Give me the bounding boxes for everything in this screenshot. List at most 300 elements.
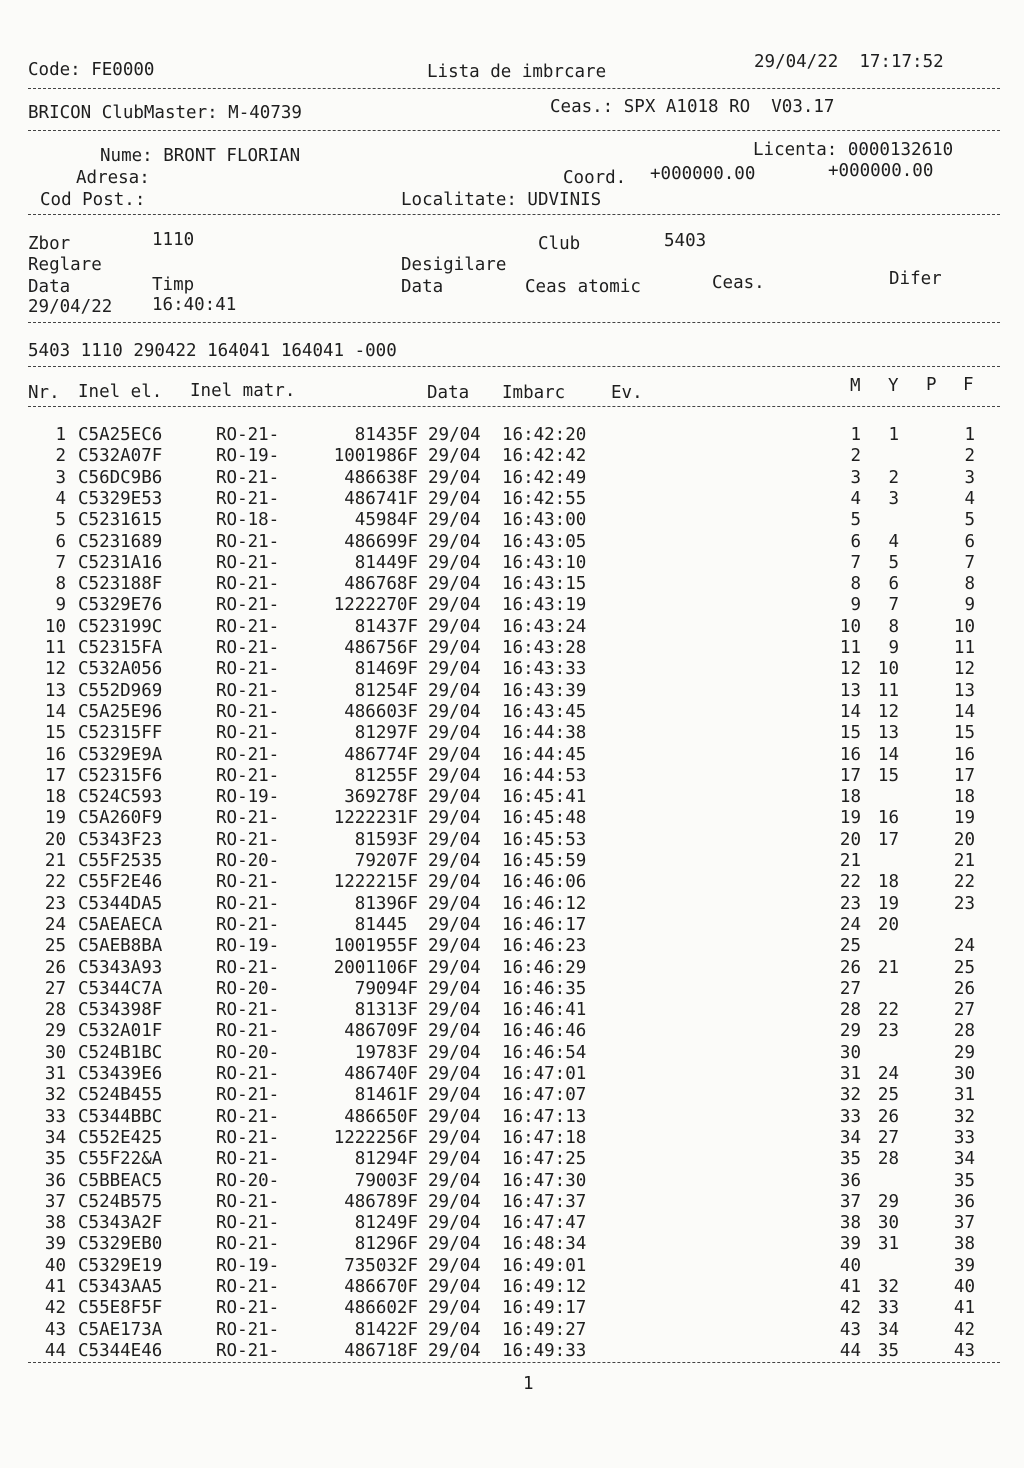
row-time: 16:43:10 <box>502 552 587 573</box>
row-ring-number: 1222215F <box>333 872 418 893</box>
row-y: 34 <box>877 1319 899 1340</box>
row-time: 16:42:55 <box>502 488 587 509</box>
table-row <box>0 872 1024 893</box>
col-m: M <box>850 376 861 396</box>
flight-number: 1110 <box>152 230 195 250</box>
row-electronic-ring: C5344C7A <box>78 978 163 999</box>
row-date: 29/04 <box>428 1170 481 1191</box>
row-y: 9 <box>888 638 899 658</box>
row-time: 16:45:41 <box>502 787 587 808</box>
row-ring-prefix: RO-21- <box>216 425 280 445</box>
col-event: Ev. <box>611 383 643 403</box>
coord-latitude: +000000.00 <box>650 164 756 184</box>
row-nr: 11 <box>44 638 66 658</box>
row-ring-prefix: RO-21- <box>216 595 280 616</box>
row-y: 15 <box>877 765 899 786</box>
row-ring-number: 79207F <box>354 851 418 871</box>
row-y: 12 <box>877 701 899 722</box>
row-time: 16:49:17 <box>502 1298 587 1319</box>
row-time: 16:45:59 <box>502 851 587 871</box>
row-nr: 3 <box>55 467 66 488</box>
row-ring-prefix: RO-21- <box>216 574 280 595</box>
row-time: 16:42:20 <box>502 425 587 445</box>
row-date: 29/04 <box>428 893 481 914</box>
row-date: 29/04 <box>428 914 481 935</box>
row-nr: 4 <box>55 488 66 509</box>
table-row <box>0 1107 1024 1128</box>
row-m: 28 <box>839 1000 861 1021</box>
row-f: 29 <box>953 1042 975 1063</box>
row-time: 16:42:42 <box>502 446 587 467</box>
row-electronic-ring: C523188F <box>78 574 163 595</box>
coord-longitude: +000000.00 <box>828 161 934 181</box>
divider <box>28 1362 1000 1363</box>
row-date: 29/04 <box>428 467 481 488</box>
divider <box>28 214 1000 215</box>
row-f: 35 <box>953 1170 975 1191</box>
row-ring-prefix: RO-21- <box>216 659 280 680</box>
table-row <box>0 1128 1024 1149</box>
row-electronic-ring: C5329E9A <box>78 744 163 765</box>
row-m: 39 <box>839 1234 861 1255</box>
row-f: 26 <box>953 978 975 999</box>
table-row <box>0 1085 1024 1106</box>
row-f: 37 <box>953 1213 975 1234</box>
row-m: 7 <box>850 552 861 573</box>
flight-label: Zbor <box>28 234 71 254</box>
row-m: 37 <box>839 1191 861 1212</box>
row-nr: 1 <box>55 425 66 445</box>
row-date: 29/04 <box>428 531 481 552</box>
row-m: 44 <box>839 1340 861 1361</box>
row-ring-number: 81437F <box>354 616 418 637</box>
row-time: 16:43:39 <box>502 680 587 701</box>
divider <box>28 130 1000 131</box>
row-f: 18 <box>953 787 975 808</box>
row-time: 16:47:07 <box>502 1085 587 1106</box>
col-f: F <box>963 375 974 395</box>
row-ring-prefix: RO-21- <box>216 1127 280 1148</box>
row-ring-number: 486602F <box>344 1298 418 1319</box>
row-electronic-ring: C53439E6 <box>78 1064 163 1084</box>
row-ring-prefix: RO-21- <box>216 1021 280 1042</box>
row-m: 10 <box>839 616 861 637</box>
row-ring-number: 486650F <box>344 1106 418 1127</box>
row-ring-prefix: RO-21- <box>216 893 280 914</box>
col-p: P <box>926 375 937 395</box>
row-electronic-ring: C5344DA5 <box>78 893 163 914</box>
row-f: 28 <box>953 1021 975 1042</box>
row-date: 29/04 <box>428 744 481 765</box>
row-y: 24 <box>877 1064 899 1084</box>
row-date: 29/04 <box>428 957 481 978</box>
row-ring-prefix: RO-21- <box>216 531 280 552</box>
row-ring-prefix: RO-21- <box>216 723 280 744</box>
row-m: 17 <box>839 765 861 786</box>
row-y: 8 <box>888 616 899 637</box>
row-ring-number: 486670F <box>344 1277 418 1297</box>
row-date: 29/04 <box>428 787 481 808</box>
row-nr: 16 <box>44 744 66 765</box>
owner-name: Nume: BRONT FLORIAN <box>100 146 301 166</box>
row-nr: 5 <box>55 510 66 531</box>
row-electronic-ring: C532A07F <box>78 446 163 467</box>
row-ring-number: 81297F <box>354 723 418 744</box>
row-f: 16 <box>953 744 975 765</box>
row-f: 24 <box>953 936 975 957</box>
row-y: 35 <box>877 1340 899 1361</box>
row-m: 13 <box>839 680 861 701</box>
row-f: 11 <box>953 638 975 658</box>
row-electronic-ring: C5329E76 <box>78 595 163 616</box>
row-electronic-ring: C5231689 <box>78 531 163 552</box>
row-ring-prefix: RO-21- <box>216 808 280 829</box>
club-label: Club <box>538 234 581 254</box>
row-time: 16:47:37 <box>502 1191 587 1212</box>
row-f: 20 <box>953 829 975 850</box>
row-y: 22 <box>877 1000 899 1021</box>
row-electronic-ring: C5A25EC6 <box>78 425 163 445</box>
row-date: 29/04 <box>428 616 481 637</box>
row-m: 24 <box>839 914 861 935</box>
row-time: 16:43:00 <box>502 510 587 531</box>
row-electronic-ring: C5343F23 <box>78 829 163 850</box>
col-ring-number: Inel matr. <box>190 381 296 401</box>
row-electronic-ring: C534398F <box>78 1000 163 1021</box>
locality: Localitate: UDVINIS <box>401 190 602 210</box>
table-row <box>0 1341 1024 1362</box>
table-row <box>0 830 1024 851</box>
row-m: 26 <box>839 957 861 978</box>
row-nr: 40 <box>44 1255 66 1276</box>
col-y: Y <box>888 376 899 396</box>
row-ring-number: 81296F <box>354 1234 418 1255</box>
row-f: 10 <box>953 616 975 637</box>
row-electronic-ring: C55E8F5F <box>78 1298 163 1319</box>
table-row <box>0 787 1024 808</box>
row-y: 18 <box>877 872 899 893</box>
document-title: Lista de imbrcare <box>427 62 607 82</box>
row-ring-number: 81422F <box>354 1319 418 1340</box>
row-ring-number: 19783F <box>354 1042 418 1063</box>
row-m: 33 <box>839 1106 861 1127</box>
col-electronic-ring: Inel el. <box>78 382 163 402</box>
row-time: 16:43:33 <box>502 659 587 680</box>
row-ring-number: 81294F <box>354 1149 418 1170</box>
row-electronic-ring: C5231615 <box>78 510 163 531</box>
difference-label: Difer <box>889 269 942 289</box>
row-y: 32 <box>877 1277 899 1297</box>
row-date: 29/04 <box>428 680 481 701</box>
row-nr: 38 <box>44 1213 66 1234</box>
row-electronic-ring: C5A25E96 <box>78 701 163 722</box>
row-nr: 29 <box>44 1021 66 1042</box>
row-nr: 43 <box>44 1319 66 1340</box>
row-y: 2 <box>888 467 899 488</box>
table-row <box>0 574 1024 595</box>
row-ring-number: 45984F <box>354 510 418 531</box>
row-date: 29/04 <box>428 872 481 893</box>
row-y: 33 <box>877 1298 899 1319</box>
row-ring-prefix: RO-21- <box>216 765 280 786</box>
row-ring-number: 486789F <box>344 1191 418 1212</box>
address-label: Adresa: <box>76 168 150 188</box>
row-m: 32 <box>839 1085 861 1106</box>
row-y: 20 <box>877 914 899 935</box>
row-m: 11 <box>839 638 861 658</box>
row-nr: 30 <box>44 1042 66 1063</box>
row-m: 19 <box>839 808 861 829</box>
table-row <box>0 1234 1024 1255</box>
row-time: 16:47:01 <box>502 1064 587 1084</box>
row-f: 4 <box>964 488 975 509</box>
table-row <box>0 723 1024 744</box>
row-electronic-ring: C5343A2F <box>78 1213 163 1234</box>
row-ring-number: 1222256F <box>333 1127 418 1148</box>
table-row <box>0 659 1024 680</box>
row-electronic-ring: C5BBEAC5 <box>78 1170 163 1191</box>
row-time: 16:43:19 <box>502 595 587 616</box>
row-time: 16:49:33 <box>502 1340 587 1361</box>
row-y: 10 <box>877 659 899 680</box>
row-m: 15 <box>839 723 861 744</box>
row-f: 14 <box>953 701 975 722</box>
row-electronic-ring: C552E425 <box>78 1127 163 1148</box>
table-row <box>0 1298 1024 1319</box>
row-ring-prefix: RO-21- <box>216 1191 280 1212</box>
time-label: Timp <box>152 275 195 295</box>
row-y: 25 <box>877 1085 899 1106</box>
postal-code-label: Cod Post.: <box>40 190 146 210</box>
setting-date: 29/04/22 <box>28 297 113 317</box>
divider <box>28 366 1000 367</box>
row-electronic-ring: C5343A93 <box>78 957 163 978</box>
row-ring-number: 81469F <box>354 659 418 680</box>
row-f: 15 <box>953 723 975 744</box>
row-ring-prefix: RO-21- <box>216 1000 280 1021</box>
row-time: 16:46:17 <box>502 914 587 935</box>
clock-label-2: Ceas. <box>712 273 765 293</box>
row-m: 42 <box>839 1298 861 1319</box>
row-ring-number: 81449F <box>354 552 418 573</box>
row-ring-number: 369278F <box>344 787 418 808</box>
row-date: 29/04 <box>428 1255 481 1276</box>
row-y: 31 <box>877 1234 899 1255</box>
row-ring-prefix: RO-20- <box>216 978 280 999</box>
row-ring-prefix: RO-21- <box>216 1277 280 1297</box>
table-row <box>0 808 1024 829</box>
row-time: 16:48:34 <box>502 1234 587 1255</box>
row-f: 19 <box>953 808 975 829</box>
row-ring-prefix: RO-21- <box>216 1106 280 1127</box>
col-date: Data <box>427 383 470 403</box>
row-date: 29/04 <box>428 1106 481 1127</box>
row-date: 29/04 <box>428 765 481 786</box>
row-ring-prefix: RO-20- <box>216 1170 280 1191</box>
row-time: 16:49:01 <box>502 1255 587 1276</box>
row-electronic-ring: C5A260F9 <box>78 808 163 829</box>
row-nr: 20 <box>44 829 66 850</box>
row-time: 16:46:54 <box>502 1042 587 1063</box>
row-time: 16:47:30 <box>502 1170 587 1191</box>
row-time: 16:47:47 <box>502 1213 587 1234</box>
row-nr: 34 <box>44 1127 66 1148</box>
row-ring-number: 486709F <box>344 1021 418 1042</box>
row-nr: 44 <box>44 1340 66 1361</box>
row-date: 29/04 <box>428 1213 481 1234</box>
row-ring-number: 81255F <box>354 765 418 786</box>
row-nr: 17 <box>44 765 66 786</box>
row-f: 3 <box>964 467 975 488</box>
row-y: 19 <box>877 893 899 914</box>
table-row <box>0 617 1024 638</box>
row-ring-prefix: RO-19- <box>216 446 280 467</box>
print-datetime: 29/04/22 17:17:52 <box>754 52 944 72</box>
row-f: 1 <box>964 425 975 445</box>
row-time: 16:49:27 <box>502 1319 587 1340</box>
row-time: 16:46:12 <box>502 893 587 914</box>
date-label-2: Data <box>401 277 444 297</box>
row-ring-number: 81254F <box>354 680 418 701</box>
row-electronic-ring: C52315F6 <box>78 765 163 786</box>
row-date: 29/04 <box>428 1127 481 1148</box>
row-date: 29/04 <box>428 723 481 744</box>
row-y: 28 <box>877 1149 899 1170</box>
row-ring-number: 486741F <box>344 488 418 509</box>
row-m: 4 <box>850 488 861 509</box>
row-ring-number: 79094F <box>354 978 418 999</box>
row-electronic-ring: C5329EB0 <box>78 1234 163 1255</box>
col-nr: Nr. <box>28 383 60 403</box>
row-nr: 8 <box>55 574 66 595</box>
setting-time: 16:40:41 <box>152 295 237 315</box>
row-electronic-ring: C55F22&A <box>78 1149 163 1170</box>
row-date: 29/04 <box>428 1191 481 1212</box>
row-f: 25 <box>953 957 975 978</box>
row-y: 16 <box>877 808 899 829</box>
table-row <box>0 510 1024 531</box>
table-row <box>0 1192 1024 1213</box>
row-m: 6 <box>850 531 861 552</box>
row-time: 16:44:53 <box>502 765 587 786</box>
row-y: 14 <box>877 744 899 765</box>
row-y: 3 <box>888 488 899 509</box>
row-ring-number: 81445 <box>354 914 418 935</box>
row-f: 40 <box>953 1277 975 1297</box>
row-time: 16:49:12 <box>502 1277 587 1297</box>
row-f: 32 <box>953 1106 975 1127</box>
row-m: 30 <box>839 1042 861 1063</box>
row-electronic-ring: C524B575 <box>78 1191 163 1212</box>
row-time: 16:43:24 <box>502 616 587 637</box>
row-m: 35 <box>839 1149 861 1170</box>
row-nr: 22 <box>44 872 66 893</box>
row-y: 26 <box>877 1106 899 1127</box>
row-y: 6 <box>888 574 899 595</box>
row-f: 12 <box>953 659 975 680</box>
row-electronic-ring: C5AEB8BA <box>78 936 163 957</box>
row-time: 16:45:48 <box>502 808 587 829</box>
row-nr: 15 <box>44 723 66 744</box>
table-row <box>0 894 1024 915</box>
table-row <box>0 702 1024 723</box>
row-ring-prefix: RO-21- <box>216 1234 280 1255</box>
row-m: 25 <box>839 936 861 957</box>
row-m: 2 <box>850 446 861 467</box>
row-date: 29/04 <box>428 425 481 445</box>
divider <box>28 88 1000 89</box>
table-row <box>0 489 1024 510</box>
row-ring-prefix: RO-19- <box>216 787 280 808</box>
row-time: 16:43:05 <box>502 531 587 552</box>
row-ring-number: 79003F <box>354 1170 418 1191</box>
row-electronic-ring: C523199C <box>78 616 163 637</box>
table-row <box>0 468 1024 489</box>
row-date: 29/04 <box>428 701 481 722</box>
row-electronic-ring: C56DC9B6 <box>78 467 163 488</box>
row-ring-number: 486768F <box>344 574 418 595</box>
row-f: 27 <box>953 1000 975 1021</box>
row-ring-prefix: RO-21- <box>216 829 280 850</box>
row-ring-number: 81396F <box>354 893 418 914</box>
row-ring-number: 486756F <box>344 638 418 658</box>
table-row <box>0 1043 1024 1064</box>
row-ring-number: 2001106F <box>333 957 418 978</box>
row-m: 21 <box>839 851 861 871</box>
row-ring-prefix: RO-21- <box>216 1085 280 1106</box>
row-date: 29/04 <box>428 488 481 509</box>
row-f: 7 <box>964 552 975 573</box>
row-m: 23 <box>839 893 861 914</box>
table-row <box>0 958 1024 979</box>
row-nr: 10 <box>44 616 66 637</box>
row-electronic-ring: C55F2E46 <box>78 872 163 893</box>
row-electronic-ring: C5344BBC <box>78 1106 163 1127</box>
row-ring-prefix: RO-21- <box>216 1149 280 1170</box>
row-electronic-ring: C5329E53 <box>78 488 163 509</box>
row-y: 7 <box>888 595 899 616</box>
flight-summary: 5403 1110 290422 164041 164041 -000 <box>28 341 397 361</box>
row-nr: 6 <box>55 531 66 552</box>
row-nr: 31 <box>44 1064 66 1084</box>
table-row <box>0 936 1024 957</box>
row-m: 3 <box>850 467 861 488</box>
row-f: 22 <box>953 872 975 893</box>
row-m: 5 <box>850 510 861 531</box>
row-f: 33 <box>953 1127 975 1148</box>
row-time: 16:46:29 <box>502 957 587 978</box>
row-ring-prefix: RO-20- <box>216 851 280 871</box>
row-ring-number: 81461F <box>354 1085 418 1106</box>
row-m: 29 <box>839 1021 861 1042</box>
row-ring-number: 81249F <box>354 1213 418 1234</box>
row-m: 27 <box>839 978 861 999</box>
row-time: 16:43:15 <box>502 574 587 595</box>
row-nr: 19 <box>44 808 66 829</box>
club-number: 5403 <box>664 231 707 251</box>
row-date: 29/04 <box>428 1000 481 1021</box>
row-date: 29/04 <box>428 1298 481 1319</box>
date-label: Data <box>28 277 71 297</box>
row-ring-prefix: RO-21- <box>216 744 280 765</box>
row-time: 16:46:35 <box>502 978 587 999</box>
clock-label: Ceas.: SPX A1018 RO V03.17 <box>550 97 835 117</box>
row-ring-prefix: RO-21- <box>216 701 280 722</box>
row-time: 16:46:41 <box>502 1000 587 1021</box>
clubmaster-label: BRICON ClubMaster: M-40739 <box>28 103 302 123</box>
row-electronic-ring: C5329E19 <box>78 1255 163 1276</box>
row-nr: 32 <box>44 1085 66 1106</box>
